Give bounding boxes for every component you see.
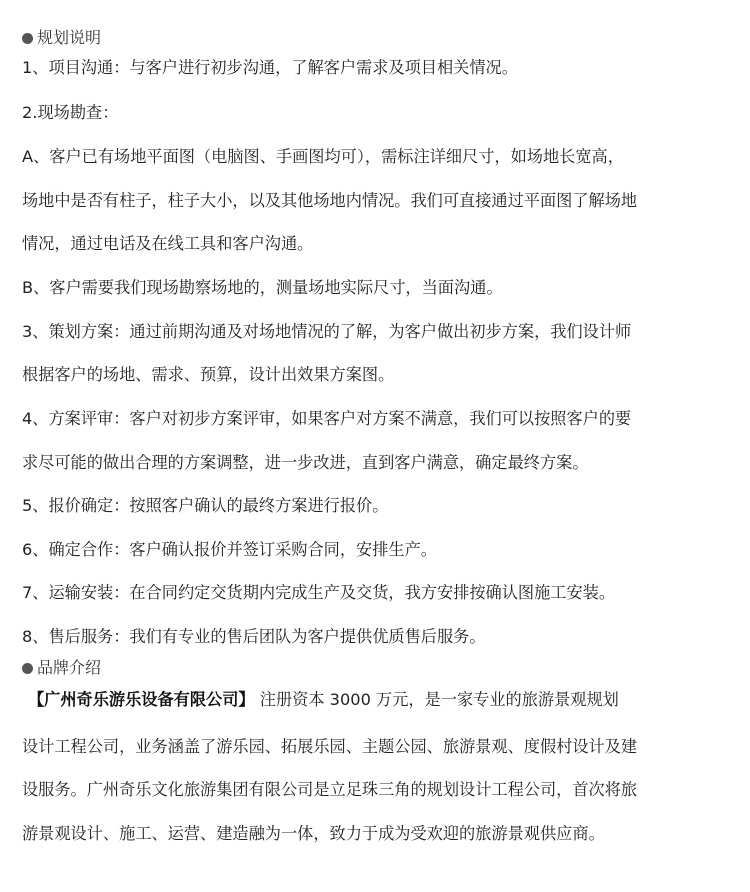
planning-step-2a-line1: A、客户已有场地平面图（电脑图、手画图均可），需标注详细尺寸，如场地长宽高， bbox=[22, 147, 624, 166]
bullet-icon bbox=[22, 33, 33, 44]
company-name: 【广州奇乐游乐设备有限公司】 bbox=[28, 690, 255, 709]
planning-step-4-line1: 4、方案评审：客户对初步方案评审，如果客户对方案不满意，我们可以按照客户的要 bbox=[22, 409, 632, 428]
section-heading-planning bbox=[22, 28, 101, 48]
brand-intro-line1-text: 注册资本 3000 万元，是一家专业的旅游景观规划 bbox=[259, 690, 619, 709]
brand-intro-line2: 设计工程公司，业务涵盖了游乐园、拓展乐园、主题公园、旅游景观、度假村设计及建 bbox=[22, 737, 638, 756]
brand-intro-line4: 游景观设计、施工、运营、建造融为一体，致力于成为受欢迎的旅游景观供应商。 bbox=[22, 824, 605, 843]
brand-intro-line1 bbox=[28, 689, 619, 711]
section-heading-label: 规划说明 bbox=[37, 28, 102, 47]
planning-step-2: 2.现场勘查： bbox=[22, 103, 119, 122]
planning-step-3-line2: 根据客户的场地、需求、预算，设计出效果方案图。 bbox=[22, 365, 395, 384]
planning-step-6: 6、确定合作：客户确认报价并签订采购合同，安排生产。 bbox=[22, 540, 437, 559]
brand-intro-line3: 设服务。广州奇乐文化旅游集团有限公司是立足珠三角的规划设计工程公司，首次将旅 bbox=[22, 780, 638, 799]
planning-step-8: 8、售后服务：我们有专业的售后团队为客户提供优质售后服务。 bbox=[22, 627, 486, 646]
planning-step-7: 7、运输安装：在合同约定交货期内完成生产及交货，我方安排按确认图施工安装。 bbox=[22, 583, 616, 602]
section-heading-brand bbox=[22, 658, 101, 678]
planning-step-2a-line3: 情况，通过电话及在线工具和客户沟通。 bbox=[22, 234, 314, 253]
bullet-icon bbox=[22, 663, 33, 674]
planning-step-3-line1: 3、策划方案：通过前期沟通及对场地情况的了解，为客户做出初步方案，我们设计师 bbox=[22, 322, 632, 341]
section-heading-label: 品牌介绍 bbox=[37, 658, 102, 677]
planning-step-1: 1、项目沟通：与客户进行初步沟通，了解客户需求及项目相关情况。 bbox=[22, 58, 518, 77]
planning-step-5: 5、报价确定：按照客户确认的最终方案进行报价。 bbox=[22, 496, 389, 515]
planning-step-4-line2: 求尽可能的做出合理的方案调整，进一步改进，直到客户满意，确定最终方案。 bbox=[22, 453, 589, 472]
planning-step-2a-line2: 场地中是否有柱子，柱子大小，以及其他场地内情况。我们可直接通过平面图了解场地 bbox=[22, 191, 638, 210]
planning-step-2b: B、客户需要我们现场勘察场地的，测量场地实际尺寸，当面沟通。 bbox=[22, 278, 503, 297]
